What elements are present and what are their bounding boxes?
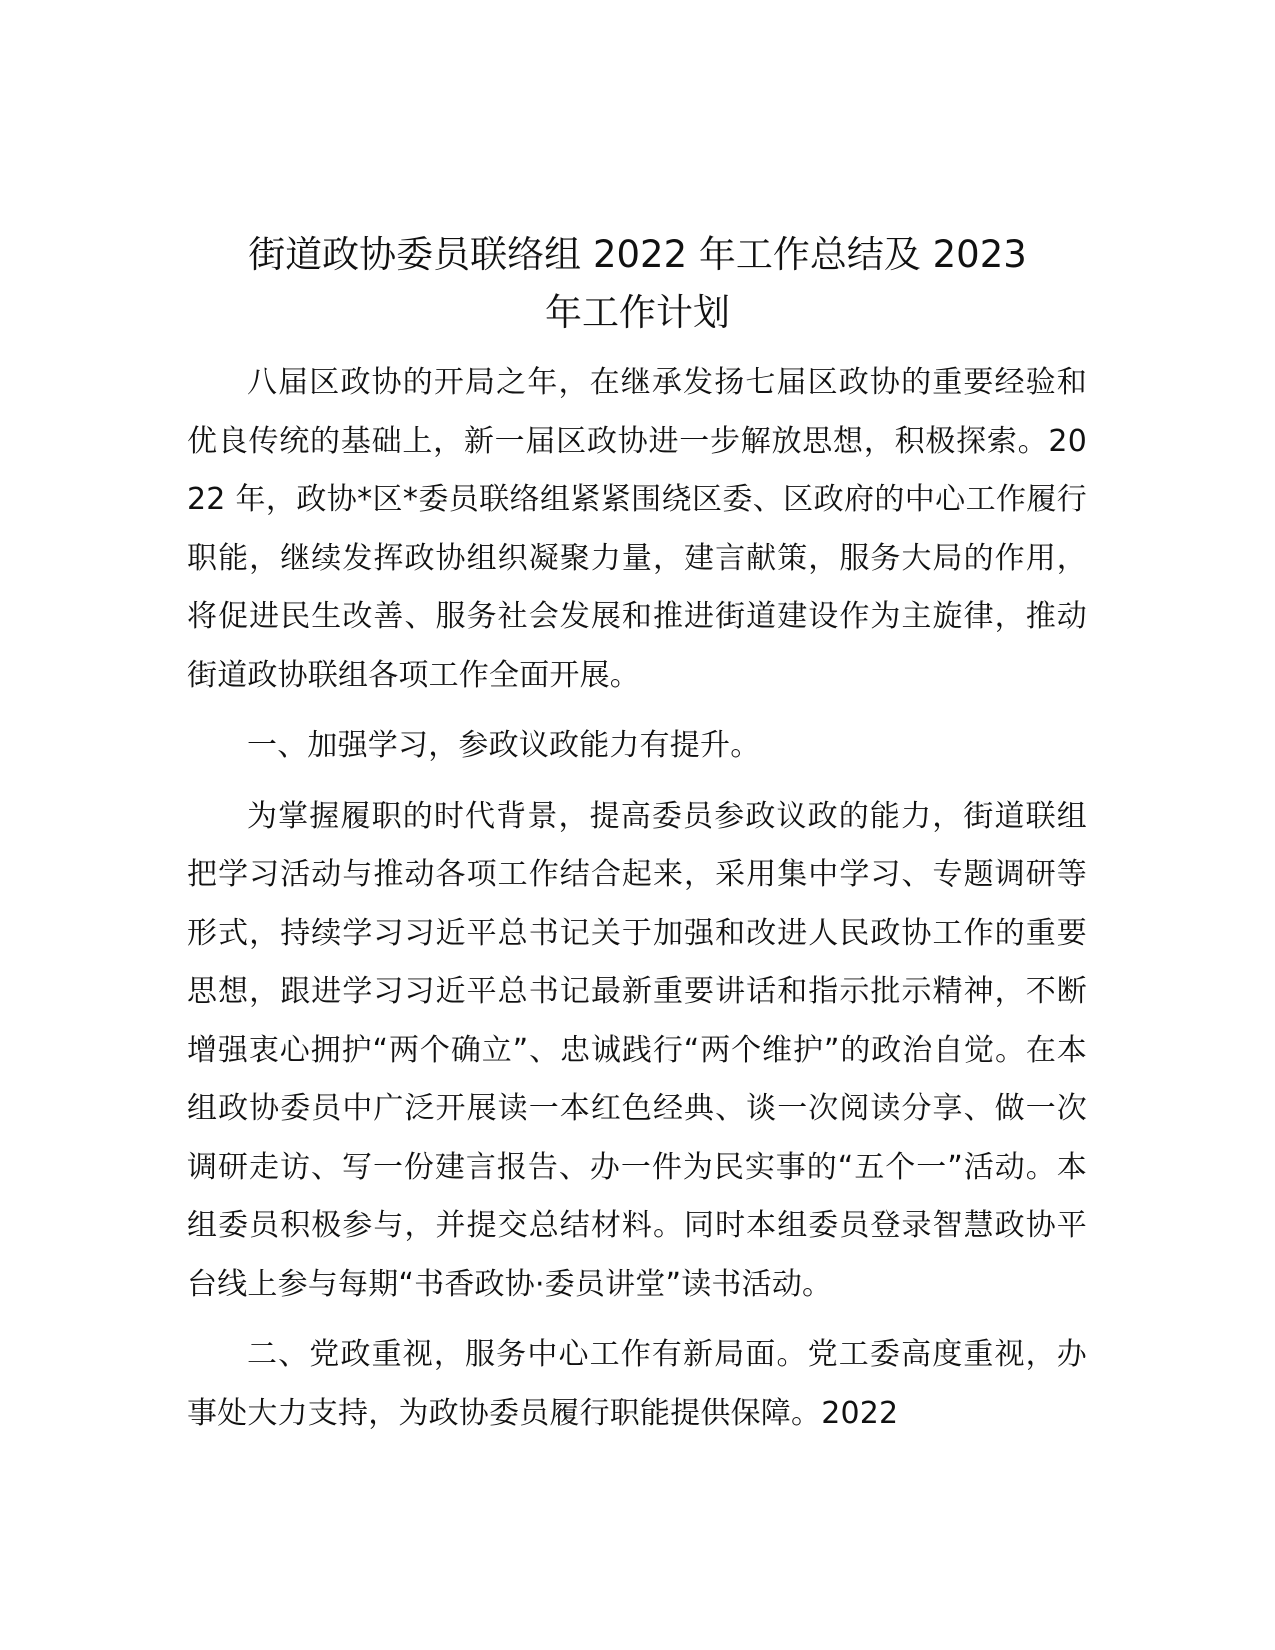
section-heading-1: 一、加强学习，参政议政能力有提升。: [247, 728, 761, 763]
paragraph-study: 为掌握履职的时代背景，提高委员参政议政的能力，街道联组把学习活动与推动各项工作结合起来，采用集中学习、专题调研等形式，持续学习习近平总书记关于加强和改进人民政协工作的重要思想，跟进学习习近平总书记最新重要讲话和指示批示精神，不断增强衷心拥护“两个确立”、忠诚践行“两个维护”的政治自觉。在本组政协委员中广泛开展读一本红色经典、谈一次阅读分享、做一次调研走访、写一份建言报告、办一件为民实事的“五个一”活动。本组委员积极参与，并提交总结材料。同时本组委员登录智慧政协平台线上参与每期“书香政协·委员讲堂”读书活动。: [187, 798, 1087, 1302]
section-heading-2: 二、党政重视，服务中心工作有新局面。党工委高度重视，办事处大力支持，为政协委员履行职能提供保障。2022: [187, 1337, 1087, 1431]
paragraph-intro: 八届区政协的开局之年，在继承发扬七届区政协的重要经验和优良传统的基础上，新一届区政协进一步解放思想，积极探索。2022 年，政协*区*委员联络组紧紧围绕区委、区政府的中心工作履行职能，继续发挥政协组织凝聚力量，建言献策，服务大局的作用，将促进民生改善、服务社会发展和推进街道建设作为主旋律，推动街道政协联组各项工作全面开展。: [187, 365, 1087, 693]
document-body: [187, 354, 1087, 1443]
document-title: [180, 226, 1095, 342]
title-line-1: 街道政协委员联络组 2022 年工作总结及 2023: [248, 233, 1027, 276]
title-line-2: 年工作计划: [545, 291, 730, 334]
